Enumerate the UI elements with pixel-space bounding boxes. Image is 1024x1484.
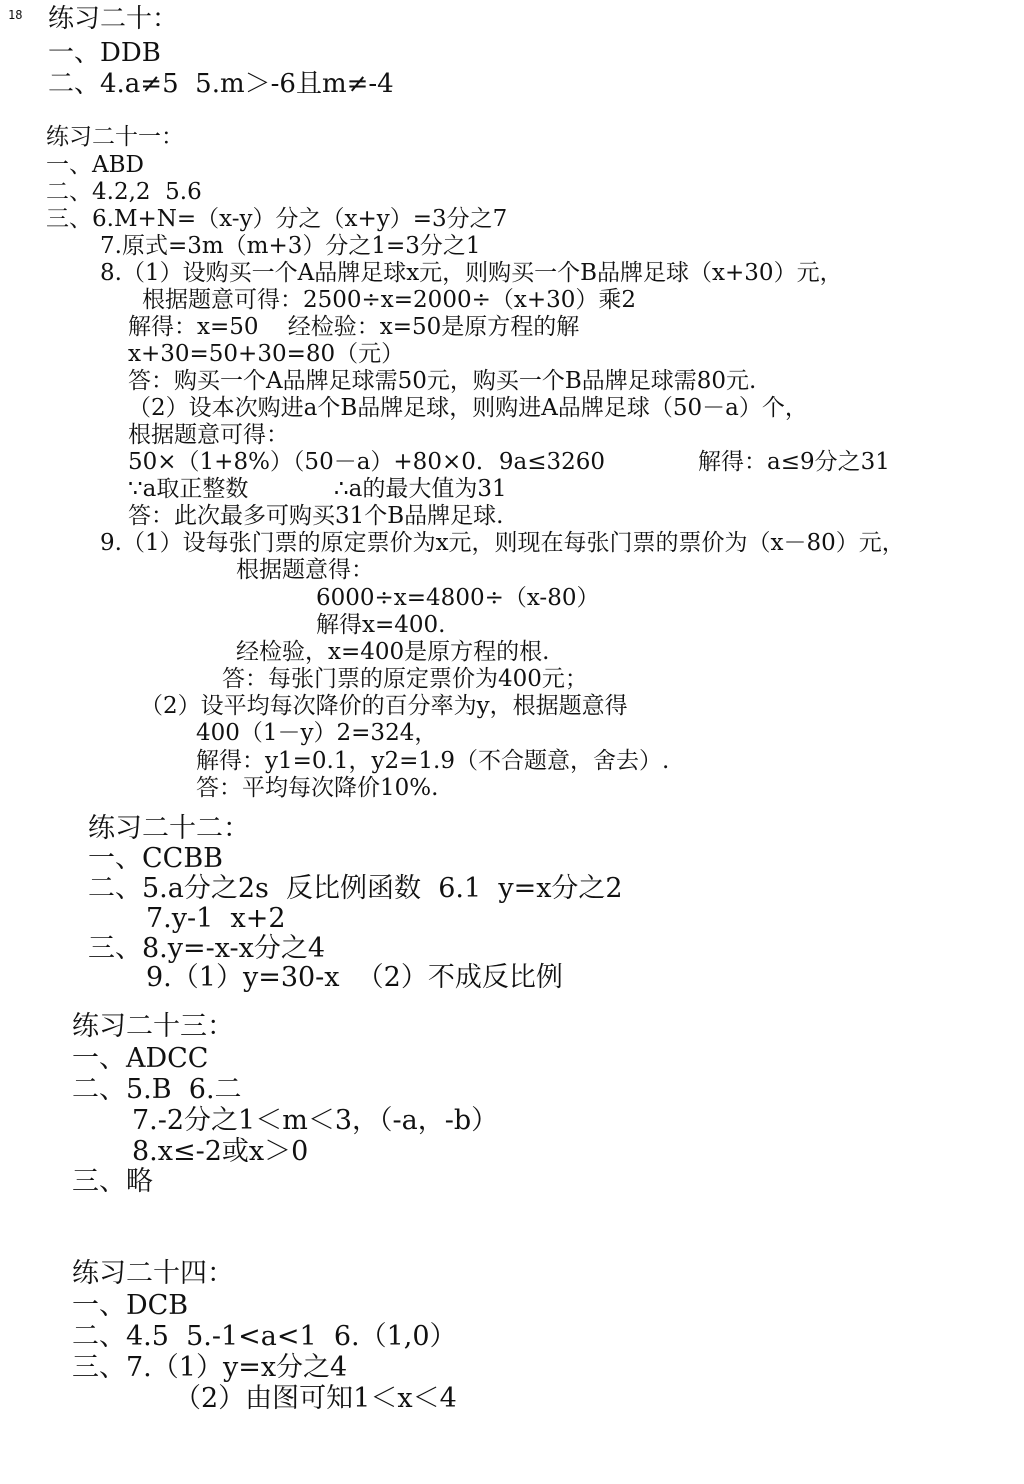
answer-line: 三、略 xyxy=(72,1166,153,1197)
page-number: 18 xyxy=(8,8,23,22)
answer-line: 一、ADCC xyxy=(72,1043,209,1074)
answer-line: 三、7.（1）y=x分之4 xyxy=(72,1352,348,1383)
answer-line: 一、DDB xyxy=(48,38,161,68)
answer-line: 400（1－y）2=324， xyxy=(196,720,438,746)
answer-line: 7.y-1 x+2 xyxy=(146,903,286,934)
answer-line: 答：此次最多可购买31个B品牌足球. xyxy=(128,503,504,529)
answer-line: 50×（1+8%）（50－a）+80×0．9a≤3260 xyxy=(128,449,606,475)
answer-line: 解得：x=50 经检验：x=50是原方程的解 xyxy=(128,314,580,340)
answer-line: 一、ABD xyxy=(46,152,144,178)
answer-line: ∴a的最大值为31 xyxy=(334,476,507,502)
answer-line: 经检验，x=400是原方程的根. xyxy=(236,639,550,665)
answer-line: 6000÷x=4800÷（x-80） xyxy=(316,585,600,611)
answer-line: 答：每张门票的原定票价为400元； xyxy=(222,666,588,692)
answer-line: 9.（1）设每张门票的原定票价为x元，则现在每张门票的票价为（x－80）元， xyxy=(100,530,905,556)
answer-line: x+30=50+30=80（元） xyxy=(128,341,405,367)
section-title: 练习二十： xyxy=(48,4,179,34)
answer-line: 二、4.2,2 5.6 xyxy=(46,179,202,205)
answer-line: 解得x=400. xyxy=(316,612,446,638)
answer-line: 二、4.a≠5 5.m＞-6且m≠-4 xyxy=(48,69,394,99)
answer-line: 二、5.B 6.二 xyxy=(72,1074,242,1105)
answer-line: （2）设本次购进a个B品牌足球，则购进A品牌足球（50－a）个， xyxy=(128,395,808,421)
answer-line: 8.（1）设购买一个A品牌足球x元，则购买一个B品牌足球（x+30）元， xyxy=(100,260,843,286)
answer-line: 7.-2分之1＜m＜3，（-a，-b） xyxy=(132,1105,499,1136)
answer-line: 答：平均每次降价10%. xyxy=(196,775,439,801)
answer-line: 根据题意可得：2500÷x=2000÷（x+30）乘2 xyxy=(142,287,636,313)
section-title: 练习二十一： xyxy=(46,124,184,150)
answer-line: 一、DCB xyxy=(72,1290,189,1321)
answer-line: 根据题意可得： xyxy=(128,422,289,448)
answer-line: 7.原式=3m（m+3）分之1=3分之1 xyxy=(100,233,481,259)
section-title: 练习二十三： xyxy=(72,1011,234,1042)
answer-line: 解得：a≤9分之31 xyxy=(698,449,890,475)
answer-line: 一、CCBB xyxy=(88,843,223,874)
answer-line: 答：购买一个A品牌足球需50元，购买一个B品牌足球需80元. xyxy=(128,368,757,394)
answer-line: 二、4.5 5.-1<a<1 6.（1,0） xyxy=(72,1321,457,1352)
answer-line: 根据题意得： xyxy=(236,557,374,583)
answer-line: ∵a取正整数 xyxy=(128,476,249,502)
answer-line: 解得：y1=0.1，y2=1.9（不合题意，舍去）. xyxy=(196,748,670,774)
answer-line: 二、5.a分之2s 反比例函数 6.1 y=x分之2 xyxy=(88,873,623,904)
answer-line: （2）由图可知1＜x＜4 xyxy=(174,1383,457,1414)
answer-line: 8.x≤-2或x＞0 xyxy=(132,1136,309,1167)
answer-line: （2）设平均每次降价的百分率为y，根据题意得 xyxy=(140,693,628,719)
section-title: 练习二十二： xyxy=(88,813,250,844)
section-title: 练习二十四： xyxy=(72,1258,234,1289)
answer-line: 三、6.M+N=（x-y）分之（x+y）=3分之7 xyxy=(46,206,508,232)
answer-line: 9.（1）y=30-x （2）不成反比例 xyxy=(146,962,563,993)
answer-line: 三、8.y=-x-x分之4 xyxy=(88,933,326,964)
